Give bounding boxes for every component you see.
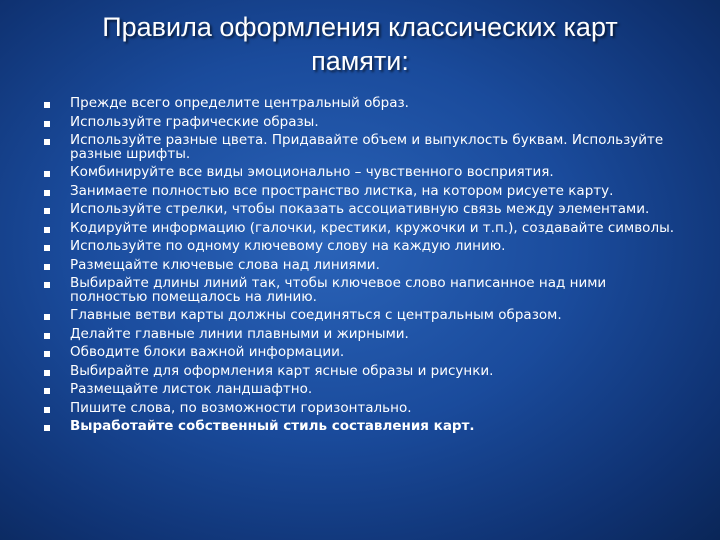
list-item-text: Обводите блоки важной информации.	[70, 344, 345, 360]
square-bullet-icon	[44, 425, 50, 431]
list-item-text: Выбирайте для оформления карт ясные образы и рисунки.	[70, 362, 494, 379]
square-bullet-icon	[44, 314, 50, 320]
slide-title-line-2: памяти:	[311, 46, 409, 76]
slide-title	[40, 10, 680, 78]
list-item-text: Прежде всего определите центральный образ.	[70, 95, 409, 111]
square-bullet-icon	[44, 407, 50, 413]
square-bullet-icon	[44, 264, 50, 270]
square-bullet-icon	[44, 208, 50, 214]
list-item-text: Выбирайте длины линий так, чтобы ключевое слово написанное над ними полностью помещалось на линию.	[70, 275, 607, 305]
list-item	[44, 113, 684, 130]
square-bullet-icon	[44, 282, 50, 288]
list-item-text: Главные ветви карты должны соединяться с центральным образом.	[70, 307, 562, 323]
list-item	[44, 166, 684, 180]
list-item-text: Пишите слова, по возможности горизонтально.	[70, 399, 412, 416]
list-item-text: Размещайте листок ландшафтно.	[70, 381, 313, 397]
list-item	[44, 203, 684, 217]
list-item-text: Используйте разные цвета. Придавайте объем и выпуклость буквам. Используйте разные шрифты.	[70, 132, 664, 162]
list-item-text: Размещайте ключевые слова над линиями.	[70, 256, 380, 273]
square-bullet-icon	[44, 139, 50, 145]
list-item	[44, 346, 684, 360]
list-item-text: Комбинируйте все виды эмоционально – чувственного восприятия.	[70, 164, 554, 180]
list-item	[44, 97, 684, 111]
rules-list	[44, 97, 684, 439]
square-bullet-icon	[44, 333, 50, 339]
square-bullet-icon	[44, 102, 50, 108]
list-item	[44, 309, 684, 323]
list-item	[44, 240, 684, 254]
square-bullet-icon	[44, 121, 50, 127]
list-item	[44, 219, 684, 236]
square-bullet-icon	[44, 171, 50, 177]
slide-title-line-1: Правила оформления классических карт	[102, 12, 618, 42]
square-bullet-icon	[44, 351, 50, 357]
list-item	[44, 383, 684, 397]
square-bullet-icon	[44, 227, 50, 233]
square-bullet-icon	[44, 388, 50, 394]
list-item-text: Делайте главные линии плавными и жирными.	[70, 325, 409, 342]
list-item	[44, 325, 684, 342]
square-bullet-icon	[44, 245, 50, 251]
list-item	[44, 182, 684, 199]
list-item-text: Используйте графические образы.	[70, 113, 319, 130]
list-item-text: Кодируйте информацию (галочки, крестики, кружочки и т.п.), создавайте символы.	[70, 219, 675, 236]
list-item	[44, 134, 684, 161]
list-item	[44, 277, 684, 304]
square-bullet-icon	[44, 370, 50, 376]
square-bullet-icon	[44, 190, 50, 196]
list-item-text: Занимаете полностью все пространство листка, на котором рисуете карту.	[70, 182, 614, 199]
list-item	[44, 399, 684, 416]
list-item	[44, 256, 684, 273]
list-item	[44, 362, 684, 379]
list-item-text: Выработайте собственный стиль составления карт.	[70, 418, 475, 434]
list-item-text: Используйте стрелки, чтобы показать ассоциативную связь между элементами.	[70, 201, 650, 217]
list-item-text: Используйте по одному ключевому слову на каждую линию.	[70, 238, 506, 254]
list-item	[44, 420, 684, 434]
